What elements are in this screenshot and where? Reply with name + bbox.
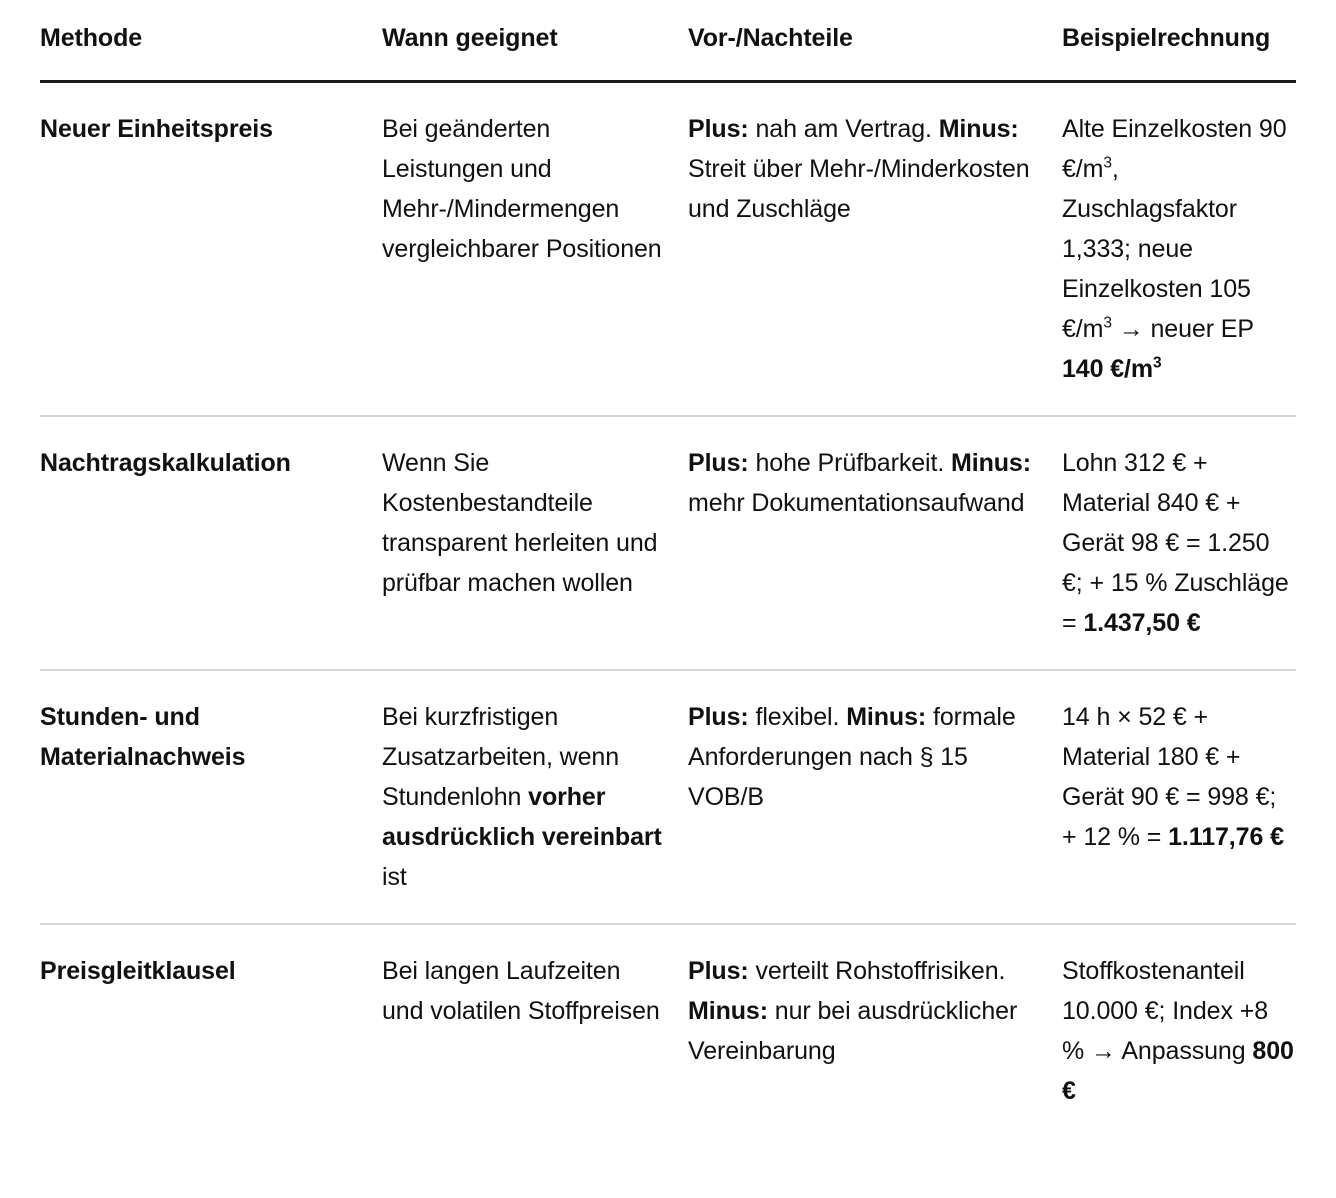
column-header-beispielrechnung: Beispielrechnung	[1062, 0, 1296, 82]
cell-methode: Nachtragskalkulation	[40, 416, 382, 670]
table-row	[40, 416, 1296, 670]
superscript: 3	[1103, 314, 1112, 332]
column-header-methode: Methode	[40, 0, 382, 82]
emphasis-text: 140 €/m	[1062, 355, 1154, 383]
table-row	[40, 670, 1296, 924]
cell-vor-nachteile: Plus: flexibel. Minus: formale Anforderungen nach § 15 VOB/B	[688, 670, 1062, 924]
cell-methode: Neuer Einheitspreis	[40, 82, 382, 417]
emphasis-text: vorher ausdrücklich vereinbart	[382, 783, 662, 851]
table-body	[40, 82, 1296, 1138]
cell-vor-nachteile: Plus: hohe Prüfbarkeit. Minus: mehr Dokumentationsaufwand	[688, 416, 1062, 670]
comparison-table	[40, 0, 1296, 1137]
cell-vor-nachteile: Plus: verteilt Rohstoffrisiken. Minus: nur bei ausdrücklicher Vereinbarung	[688, 957, 1018, 1065]
table-header	[40, 0, 1296, 82]
superscript: 3	[1153, 354, 1162, 372]
emphasis-text: Plus:	[688, 115, 749, 143]
cell-methode: Preisgleitklausel	[40, 957, 236, 985]
emphasis-text: 1.437,50 €	[1083, 609, 1201, 637]
cell-beispielrechnung: Lohn 312 € + Material 840 € + Gerät 98 € = 1.250 €; + 15 % Zuschläge = 1.437,50 €	[1062, 416, 1296, 670]
emphasis-text: Plus:	[688, 957, 749, 985]
table-row	[40, 924, 1296, 1137]
emphasis-text: Minus:	[846, 703, 927, 731]
cell-beispielrechnung: 14 h × 52 € + Material 180 € + Gerät 90 € = 998 €; + 12 % = 1.117,76 €	[1062, 670, 1296, 924]
cell-methode: Stunden- und Materialnachweis	[40, 670, 382, 924]
emphasis-text	[1153, 355, 1162, 383]
emphasis-text: Minus:	[951, 449, 1031, 477]
column-header-vor-nachteile: Vor-/Nachteile	[688, 0, 1062, 82]
cell-wann-geeignet: Wenn Sie Kostenbestandteile transparent herleiten und prüfbar machen wollen	[382, 416, 688, 670]
cell-beispielrechnung: Stoffkostenanteil 10.000 €; Index +8 % → Anpassung 800 €	[1062, 957, 1294, 1105]
header-row	[40, 0, 1296, 82]
cell-vor-nachteile: Plus: nah am Vertrag. Minus: Streit über Mehr-/Minderkosten und Zuschläge	[688, 82, 1062, 417]
emphasis-text: 1.117,76 €	[1168, 823, 1284, 851]
emphasis-text: Minus:	[688, 997, 768, 1025]
emphasis-text: 800 €	[1062, 1037, 1294, 1105]
column-header-wann-geeignet: Wann geeignet	[382, 0, 688, 82]
cell-beispielrechnung: Alte Einzelkosten 90 $€/m^3$, Zuschlagsfaktor 1,333; neue Einzelkosten 105 $€/m^3$ → neuer EP 140 $€/m^3$	[1062, 82, 1296, 417]
emphasis-text: Plus:	[688, 703, 749, 731]
superscript: 3	[1103, 154, 1112, 172]
cell-wann-geeignet: Bei kurzfristigen Zusatzarbeiten, wenn Stundenlohn vorher ausdrücklich vereinbart ist	[382, 670, 688, 924]
cell-wann-geeignet: Bei geänderten Leistungen und Mehr-/Mindermengen vergleichbarer Positionen	[382, 82, 688, 417]
table-row	[40, 82, 1296, 417]
emphasis-text: Minus:	[938, 115, 1019, 143]
emphasis-text: Plus:	[688, 449, 749, 477]
cell-wann-geeignet: Bei langen Laufzeiten und volatilen Stoffpreisen	[382, 957, 660, 1025]
